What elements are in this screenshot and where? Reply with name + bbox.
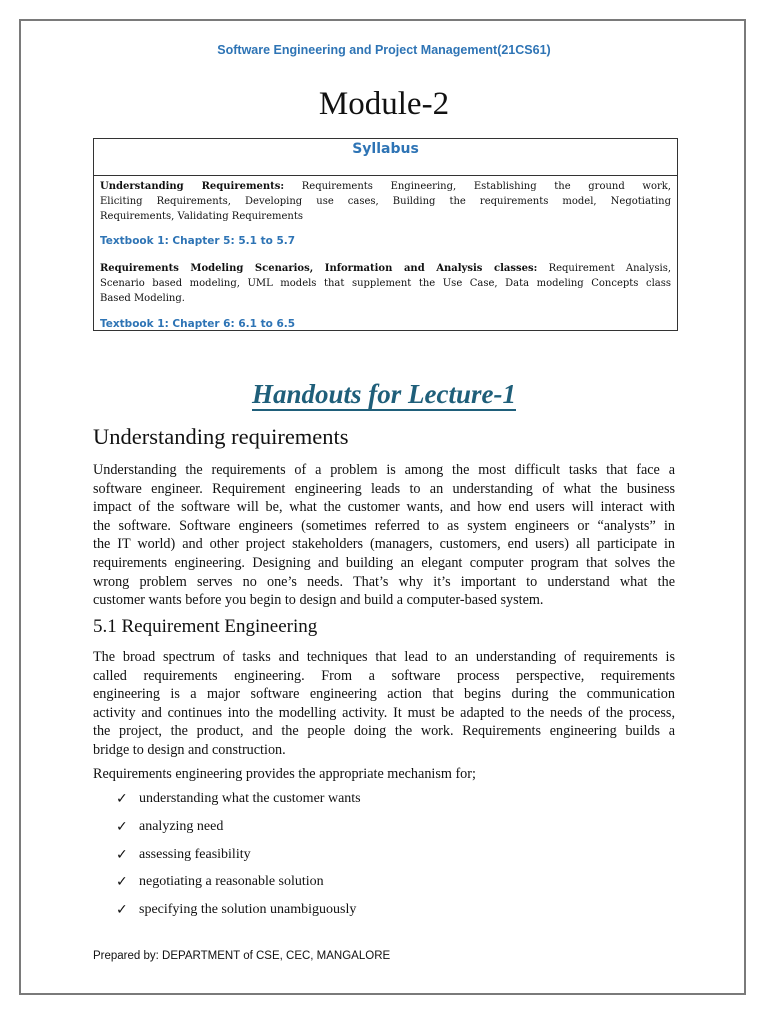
syllabus-body <box>94 176 677 332</box>
mechanism-intro: Requirements engineering provides the appropriate mechanism for; <box>93 766 476 782</box>
list-item: ✓ specifying the solution unambiguously <box>116 902 357 919</box>
list-item: ✓ analyzing need <box>116 818 224 835</box>
textbook-ref-1: Textbook 1: Chapter 5: 5.1 to 5.7 <box>100 235 296 247</box>
checkmark-icon: ✓ <box>116 846 128 863</box>
understanding-paragraph: Understanding the requirements of a problem is among the most difficult tasks that face a software engineer. Requirement engineering leads to an understanding of what the business impact of the software will be, what the customer wants, and how end users will interact with the software. Software engineers (sometimes referred to as system engineers or “analysts” in the IT world) and other project stakeholders (managers, customers, end users) all participate in requirements engineering. Designing and building an elegant computer program that solves the wrong problem serves no one’s needs. That’s why it’s important to understand what the customer wants before you begin to design and build a computer-based system. <box>93 462 675 609</box>
checkmark-icon: ✓ <box>116 818 128 835</box>
course-header: Software Engineering and Project Management(21CS61) <box>217 43 551 57</box>
textbook-ref-2: Textbook 1: Chapter 6: 6.1 to 6.5 <box>100 318 296 330</box>
checkmark-icon: ✓ <box>116 791 128 807</box>
list-item: ✓ assessing feasibility <box>116 846 251 863</box>
section-heading-requirement-engineering: 5.1 Requirement Engineering <box>93 616 318 637</box>
section-heading-understanding: Understanding requirements <box>93 424 349 449</box>
list-item: ✓ negotiating a reasonable solution <box>116 874 324 891</box>
mechanism-list <box>116 791 616 930</box>
syllabus-part2: Requirements Modeling Scenarios, Information and Analysis classes: Requirement Analysis, Scenario based modeling, UML models that supplement the Use Case, Data modeling Concepts class Based Modeling. <box>100 263 672 304</box>
syllabus-heading: Syllabus <box>94 139 677 176</box>
syllabus-part1-title: Understanding Requirements: <box>100 181 285 192</box>
syllabus-part1: Understanding Requirements: Requirements Engineering, Establishing the ground work, Eliciting Requirements, Developing use cases, Building the requirements model, Negotiating Requirements, Validating Requirements <box>100 181 671 222</box>
syllabus-part2-title: Requirements Modeling Scenarios, Information and Analysis classes: <box>100 263 538 274</box>
requirement-engineering-paragraph: The broad spectrum of tasks and techniques that lead to an understanding of requirements is called requirements engineering. From a software process perspective, requirements engineering is a major software engineering action that begins during the communication activity and continues into the modelling activity. It must be adapted to the needs of the process, the project, the product, and the people doing the work. Requirements engineering builds a bridge to design and construction. <box>93 649 675 758</box>
syllabus-table <box>93 138 678 331</box>
footer-prepared-by: Prepared by: DEPARTMENT of CSE, CEC, MANGALORE <box>93 950 391 962</box>
checkmark-icon: ✓ <box>116 874 128 891</box>
module-title: Module-2 <box>318 86 450 122</box>
list-item: ✓ understanding what the customer wants <box>116 791 361 807</box>
lecture-title: Handouts for Lecture-1 <box>251 379 516 409</box>
checkmark-icon: ✓ <box>116 902 128 919</box>
